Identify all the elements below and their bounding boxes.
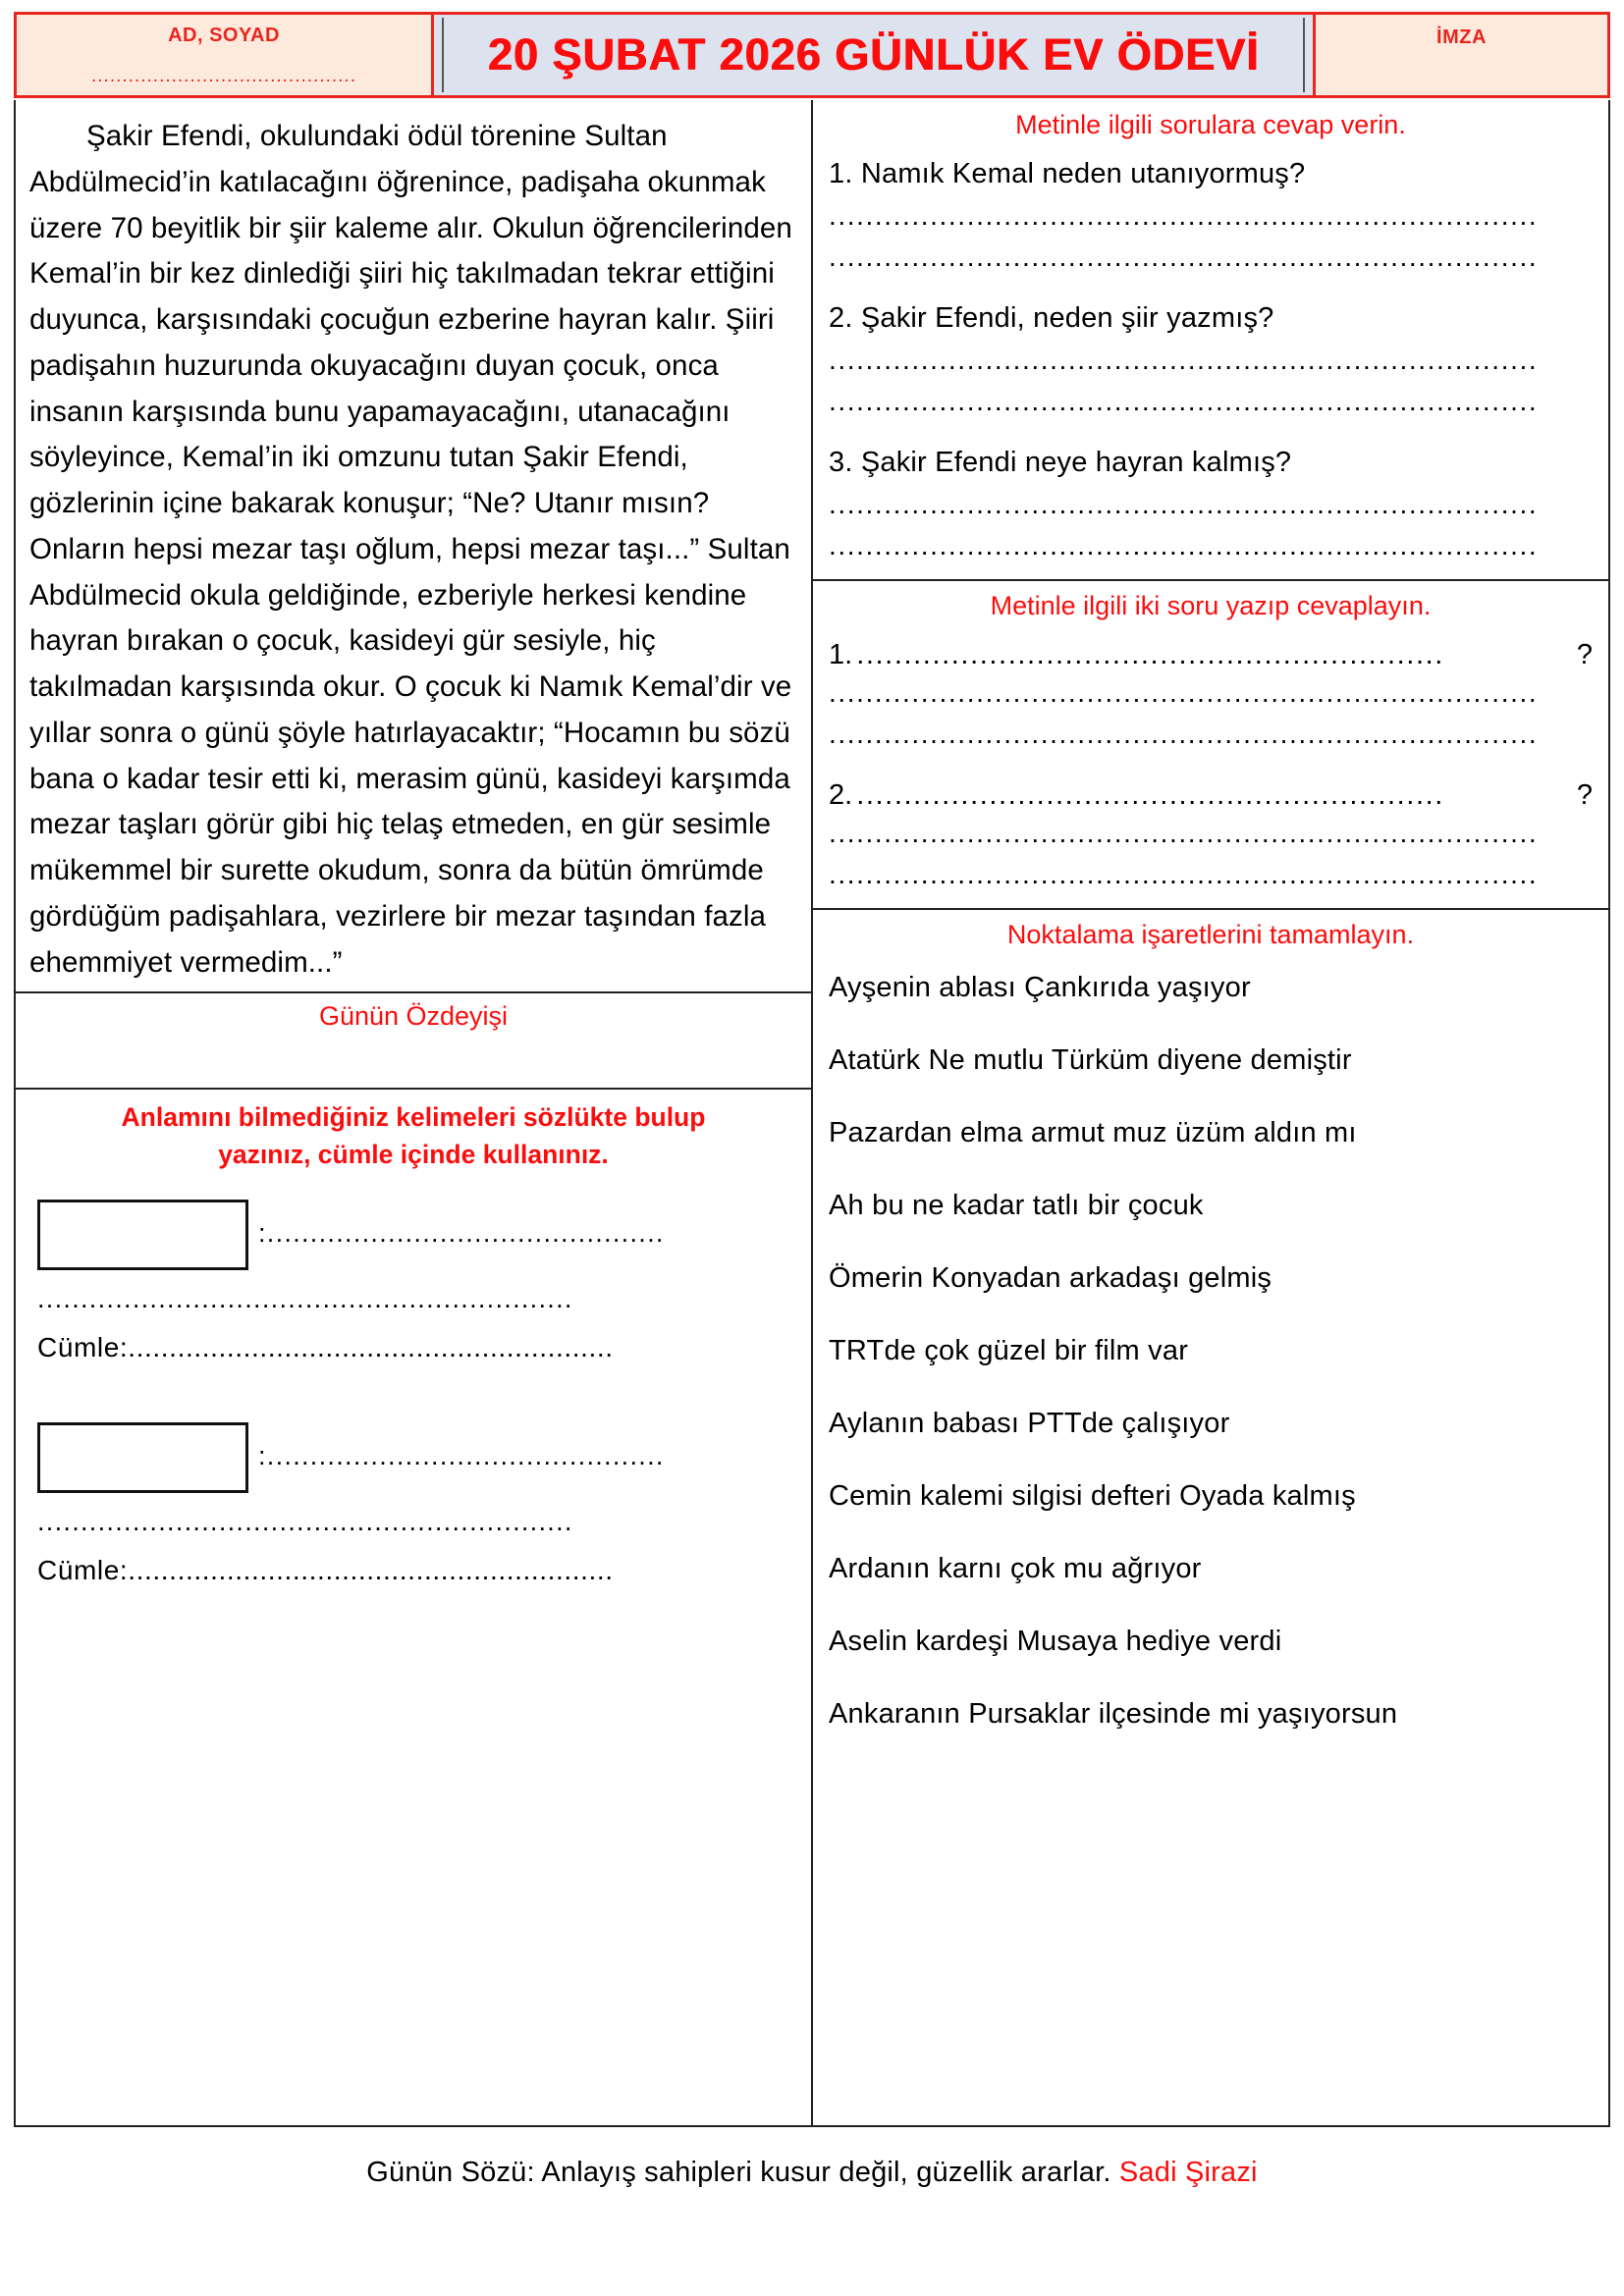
answer-line-1b[interactable]: ............................................................................. [829, 241, 1539, 272]
worksheet-title-cell [434, 15, 1316, 95]
word-definition-dots-1b[interactable]: .............................................................. [37, 1283, 573, 1313]
own-question-2-mark: ? [1576, 779, 1593, 811]
worksheet-body [14, 100, 1610, 2127]
own-question-1[interactable] [829, 639, 1593, 671]
punctuation-sentence[interactable]: Aylanın babası PTTde çalışıyor [829, 1408, 1230, 1439]
questions-section-title: Metinle ilgili sorulara cevap verin. [1015, 110, 1406, 139]
worksheet-header [14, 12, 1610, 98]
punctuation-sentence[interactable]: Atatürk Ne mutlu Türküm diyene demiştir [829, 1044, 1352, 1076]
own-question-1-number: 1. [829, 639, 853, 670]
punctuation-sentence[interactable]: Ardanın karnı çok mu ağrıyor [829, 1553, 1202, 1584]
write-questions-section [813, 581, 1608, 910]
right-column [813, 100, 1608, 2125]
question-3: 3. Şakir Efendi neye hayran kalmış? [829, 447, 1292, 478]
own-answer-line-1a[interactable]: ............................................................................. [829, 677, 1539, 708]
own-answer-line-2a[interactable]: ............................................................................. [829, 818, 1539, 848]
own-answer-line-2b[interactable]: ............................................................................. [829, 859, 1539, 889]
vocabulary-instruction-line1: Anlamını bilmediğiniz kelimeleri sözlükte bulup [121, 1102, 706, 1133]
word-box-2[interactable] [37, 1422, 248, 1493]
word-definition-dots-1[interactable]: :.............................................. [258, 1218, 665, 1248]
punctuation-sentence[interactable]: TRTde çok güzel bir film var [829, 1335, 1189, 1366]
answer-line-1a[interactable]: ............................................................................. [829, 200, 1539, 231]
title-left-rule [442, 18, 444, 92]
signature-label: İMZA [1436, 27, 1487, 48]
footer-quote [14, 2127, 1610, 2189]
question-1: 1. Namık Kemal neden utanıyormuş? [829, 158, 1306, 189]
own-answer-line-1b[interactable]: ............................................................................. [829, 719, 1539, 749]
answer-line-3a[interactable]: ............................................................................. [829, 489, 1539, 519]
own-question-2-dots[interactable]: .............................................................. [856, 779, 1444, 811]
answer-line-2b[interactable]: ............................................................................. [829, 386, 1539, 416]
daily-motto-box[interactable] [16, 991, 811, 1090]
punctuation-sentence[interactable]: Ah bu ne kadar tatlı bir çocuk [829, 1190, 1204, 1221]
worksheet-title: 20 ŞUBAT 2026 GÜNLÜK EV ÖDEVİ [487, 29, 1260, 80]
questions-section [813, 100, 1608, 581]
word-definition-dots-2[interactable]: :.............................................. [258, 1441, 665, 1470]
answer-line-2a[interactable]: ............................................................................. [829, 345, 1539, 375]
vocabulary-entry-1 [37, 1200, 789, 1270]
footer-quote-author: Sadi Şirazi [1118, 2157, 1258, 2188]
own-question-2[interactable] [829, 779, 1593, 812]
punctuation-sentence-list [829, 968, 1593, 1731]
signature-cell[interactable] [1316, 15, 1607, 95]
vocabulary-entry-2 [37, 1422, 789, 1493]
vocabulary-instruction-line2: yazınız, cümle içinde kullanınız. [218, 1139, 609, 1169]
punctuation-sentence[interactable]: Ankaranın Pursaklar ilçesinde mi yaşıyorsun [829, 1698, 1398, 1730]
punctuation-sentence[interactable]: Cemin kalemi silgisi defteri Oyada kalmış [829, 1480, 1356, 1512]
answer-line-3b[interactable]: ............................................................................. [829, 530, 1539, 561]
vocabulary-section [16, 1090, 811, 2125]
spacer-2 [829, 427, 1593, 447]
punctuation-section [813, 910, 1608, 1779]
student-name-cell[interactable] [17, 15, 434, 95]
word-definition-dots-2b[interactable]: .............................................................. [37, 1506, 573, 1536]
daily-motto-title: Günün Özdeyişi [318, 1001, 509, 1032]
footer-quote-text: Günün Sözü: Anlayış sahipleri kusur değil, güzellik ararlar. [366, 2157, 1111, 2188]
punctuation-sentence[interactable]: Aselin kardeşi Musaya hediye verdi [829, 1626, 1282, 1657]
left-column [16, 100, 813, 2125]
student-name-dotted-line[interactable]: ........................................... [91, 66, 356, 86]
student-name-label: AD, SOYAD [168, 25, 280, 46]
spacer-1 [829, 283, 1593, 302]
question-2: 2. Şakir Efendi, neden şiir yazmış? [829, 302, 1274, 334]
own-question-2-number: 2. [829, 779, 853, 811]
punctuation-sentence[interactable]: Ömerin Konyadan arkadaşı gelmiş [829, 1262, 1272, 1294]
write-questions-title: Metinle ilgili iki soru yazıp cevaplayın. [990, 591, 1432, 620]
spacer-3 [829, 760, 1593, 779]
word-box-1[interactable] [37, 1200, 248, 1270]
passage-text: Şakir Efendi, okulundaki ödül törenine Sultan Abdülmecid’in katılacağını öğrenince, padişaha okunmak üzere 70 beyitlik bir şiir kaleme alır. Okulun öğrencilerinden Kemal’in bir kez dinlediği şiiri hiç takılmadan tekrar ettiğini duyunca, karşısındaki çocuğun ezberine hayran kalır. Şiiri padişahın huzurunda okuyacağını duyan çocuk, onca insanın karşısında bunu yapamayacağını, utanacağını söyleyince, Kemal’in iki omzunu tutan Şakir Efendi, gözlerinin içine bakarak konuşur; “Ne? Utanır mısın? Onların hepsi mezar taşı oğlum, hepsi mezar taşı...” Sultan Abdülmecid okula geldiğinde, ezberiyle herkesi kendine hayran bırakan o çocuk, kasideyi gür sesiyle, hiç takılmadan karşısında okur. O çocuk ki Namık Kemal’dir ve yıllar sonra o günü şöyle hatırlayacaktır; “Hocamın bu sözü bana o kadar tesir etti ki, merasim günü, kasideyi karşımda mezar taşları görür gibi hiç telaş etmeden, en gür sesimle mükemmel bir surette okudum, sonra da bütün ömrümde gördüğüm padişahlara, vezirlere bir mezar taşından fazla ehemmiyet vermedim...” [29, 120, 792, 979]
reading-passage [16, 100, 811, 991]
sentence-line-2[interactable]: Cümle:........................................................... [37, 1554, 614, 1585]
punctuation-section-title: Noktalama işaretlerini tamamlayın. [1006, 920, 1415, 949]
title-right-rule [1303, 18, 1305, 92]
own-question-1-dots[interactable]: .............................................................. [856, 639, 1444, 670]
punctuation-sentence[interactable]: Pazardan elma armut muz üzüm aldın mı [829, 1117, 1357, 1148]
punctuation-sentence[interactable]: Ayşenin ablası Çankırıda yaşıyor [829, 972, 1251, 1003]
own-question-1-mark: ? [1576, 639, 1593, 670]
vocabulary-instruction [37, 1099, 789, 1173]
sentence-line-1[interactable]: Cümle:........................................................... [37, 1331, 614, 1362]
